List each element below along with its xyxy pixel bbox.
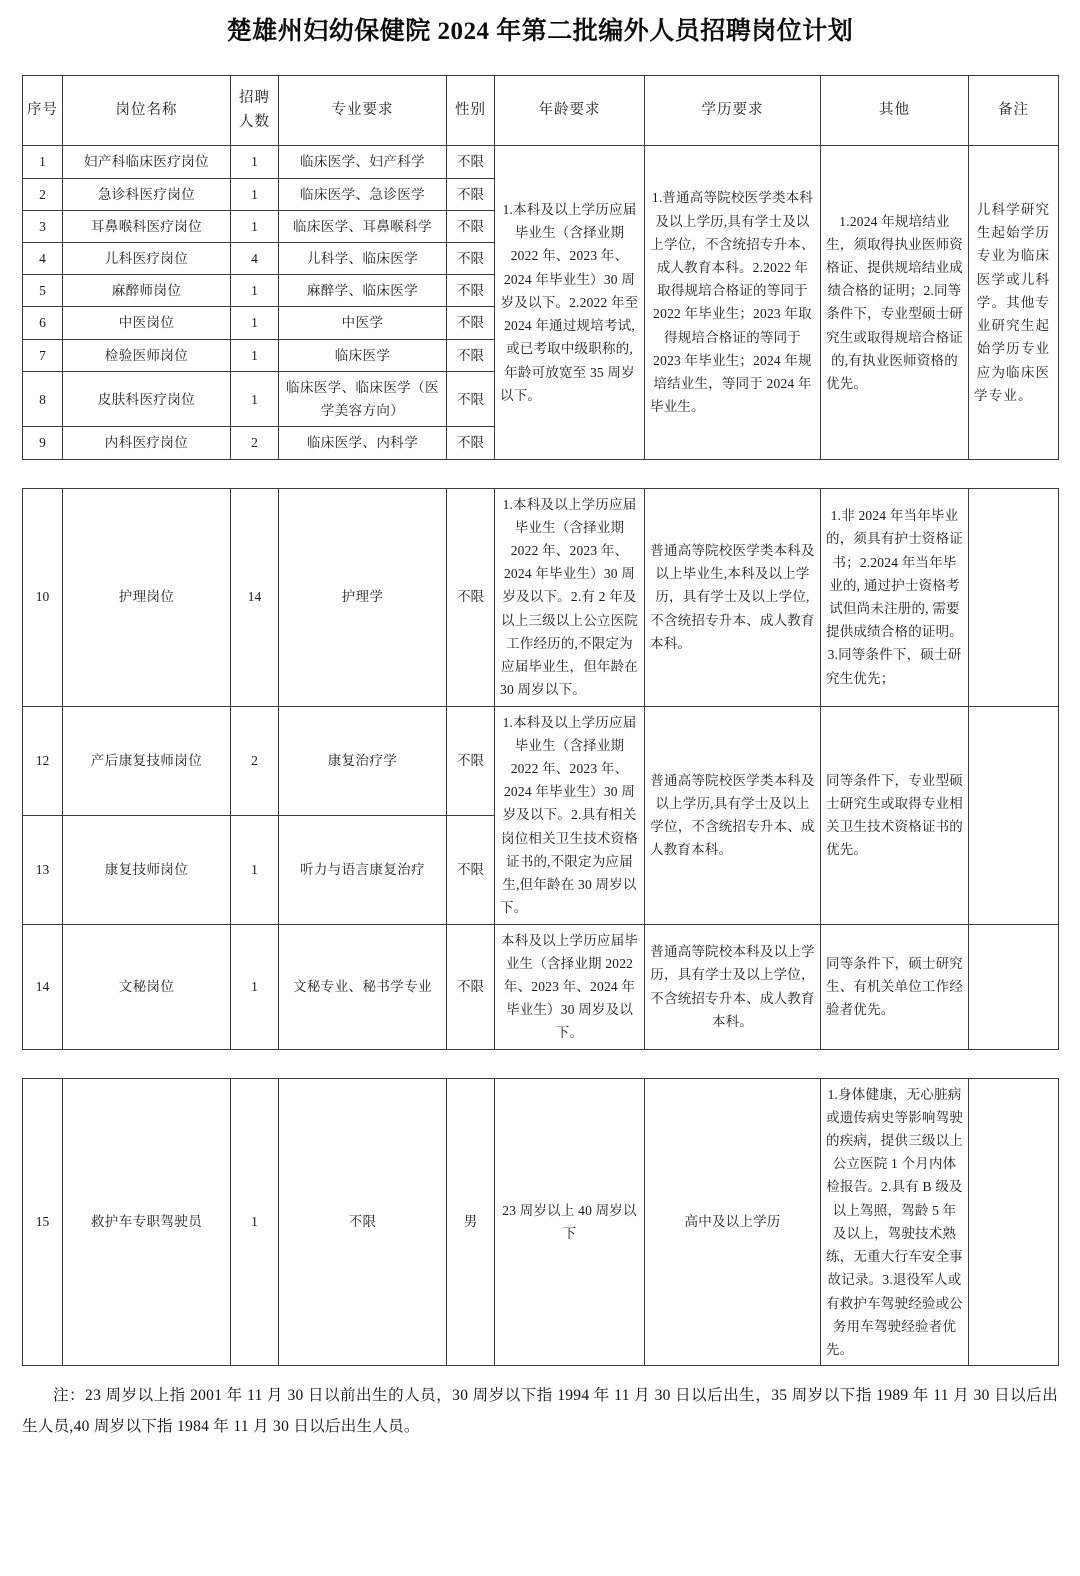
footnote: 注：23 周岁以上指 2001 年 11 月 30 日以前出生的人员，30 周岁以下指 1994 年 11 月 30 日以后出生，35 周岁以下指 1989 年 11 月 30 日以后出生人员,40 周岁以下指 1984 年 11 月 30 日以后出生人员。 [22, 1387, 1058, 1436]
cell-major: 儿科学、临床医学 [279, 243, 447, 275]
cell-major: 临床医学、临床医学（医学美容方向） [279, 371, 447, 426]
header-remark: 备注 [969, 75, 1059, 146]
cell-headcount: 1 [231, 307, 279, 339]
cell-gender: 不限 [447, 178, 495, 210]
cell-index: 13 [23, 815, 63, 924]
table-block-gap [22, 1050, 1058, 1078]
cell-age-merged: 1.本科及以上学历应届毕业生（含择业期 2022 年、2023 年、2024 年毕业生）30 周岁及以下。2.2022 年至 2024 年通过规培考试,或已考取中级职称的,年龄可放宽至 35 周岁以下。 [495, 146, 645, 459]
cell-major: 文秘专业、秘书学专业 [279, 924, 447, 1049]
cell-headcount: 1 [231, 210, 279, 242]
cell-headcount: 2 [231, 706, 279, 815]
header-major: 专业要求 [279, 75, 447, 146]
cell-age: 1.本科及以上学历应届毕业生（含择业期 2022 年、2023 年、2024 年毕业生）30 周岁及以下。2.有 2 年及以上三级以上公立医院工作经历的,不限定为应届毕业生，但年龄在 30 周岁以下。 [495, 488, 645, 706]
cell-major: 临床医学、内科学 [279, 427, 447, 459]
cell-post-name: 儿科医疗岗位 [63, 243, 231, 275]
cell-education: 普通高等院校本科及以上学历，具有学士及以上学位，不含统招专升本、成人教育本科。 [645, 924, 821, 1049]
cell-major: 护理学 [279, 488, 447, 706]
table-row [23, 706, 1059, 815]
cell-headcount: 14 [231, 488, 279, 706]
cell-age-merged: 1.本科及以上学历应届毕业生（含择业期 2022 年、2023 年、2024 年毕业生）30 周岁及以下。2.具有相关岗位相关卫生技术资格证书的,不限定为应届生,但年龄在 30 周岁以下。 [495, 706, 645, 924]
cell-gender: 不限 [447, 706, 495, 815]
cell-other-merged: 同等条件下，专业型硕士研究生或取得专业相关卫生技术资格证书的优先。 [821, 706, 969, 924]
cell-gender: 男 [447, 1078, 495, 1366]
cell-headcount: 1 [231, 339, 279, 371]
recruitment-table-block-1 [22, 75, 1059, 460]
header-age: 年龄要求 [495, 75, 645, 146]
cell-post-name: 急诊科医疗岗位 [63, 178, 231, 210]
cell-index: 8 [23, 371, 63, 426]
cell-gender: 不限 [447, 339, 495, 371]
cell-index: 6 [23, 307, 63, 339]
cell-gender: 不限 [447, 275, 495, 307]
cell-index: 3 [23, 210, 63, 242]
table-header-row [23, 75, 1059, 146]
cell-index: 9 [23, 427, 63, 459]
cell-other: 1.身体健康，无心脏病或遗传病史等影响驾驶的疾病，提供三级以上公立医院 1 个月内体检报告。2.具有 B 级及以上驾照，驾龄 5 年及以上，驾驶技术熟练，无重大行车安全事故记录。3.退役军人或有救护车驾驶经验或公务用车驾驶经验者优先。 [821, 1078, 969, 1366]
table-row [23, 146, 1059, 178]
cell-education: 普通高等院校医学类本科及以上毕业生,本科及以上学历，具有学士及以上学位,不含统招专升本、成人教育本科。 [645, 488, 821, 706]
cell-remark [969, 924, 1059, 1049]
table-row [23, 924, 1059, 1049]
recruitment-table-block-3 [22, 1078, 1059, 1367]
cell-headcount: 4 [231, 243, 279, 275]
cell-age: 23 周岁以上 40 周岁以下 [495, 1078, 645, 1366]
cell-remark [969, 1078, 1059, 1366]
header-index: 序号 [23, 75, 63, 146]
cell-post-name: 康复技师岗位 [63, 815, 231, 924]
cell-age: 本科及以上学历应届毕业生（含择业期 2022 年、2023 年、2024 年毕业生）30 周岁及以下。 [495, 924, 645, 1049]
cell-index: 4 [23, 243, 63, 275]
cell-index: 7 [23, 339, 63, 371]
cell-education-merged: 1.普通高等院校医学类本科及以上学历,具有学士及以上学位，不含统招专升本、成人教育本科。2.2022 年取得规培合格证的等同于 2022 年毕业生；2023 年取得规培合格证的等同于 2023 年毕业生；2024 年规培结业生，等同于 2024 年毕业生。 [645, 146, 821, 459]
cell-headcount: 1 [231, 815, 279, 924]
cell-major: 临床医学 [279, 339, 447, 371]
cell-education-merged: 普通高等院校医学类本科及以上学历,具有学士及以上学位，不含统招专升本、成人教育本科。 [645, 706, 821, 924]
cell-index: 5 [23, 275, 63, 307]
table-block-gap [22, 460, 1058, 488]
cell-major: 临床医学、急诊医学 [279, 178, 447, 210]
cell-major: 不限 [279, 1078, 447, 1366]
cell-headcount: 1 [231, 275, 279, 307]
cell-remark-merged [969, 706, 1059, 924]
cell-other: 同等条件下，硕士研究生、有机关单位工作经验者优先。 [821, 924, 969, 1049]
cell-headcount: 1 [231, 924, 279, 1049]
header-education: 学历要求 [645, 75, 821, 146]
cell-headcount: 1 [231, 1078, 279, 1366]
cell-index: 14 [23, 924, 63, 1049]
cell-gender: 不限 [447, 371, 495, 426]
cell-gender: 不限 [447, 243, 495, 275]
cell-gender: 不限 [447, 427, 495, 459]
cell-post-name: 救护车专职驾驶员 [63, 1078, 231, 1366]
cell-other: 1.非 2024 年当年毕业的，须具有护士资格证书；2.2024 年当年毕业的, 通过护士资格考试但尚未注册的, 需要提供成绩合格的证明。3.同等条件下，硕士研究生优先； [821, 488, 969, 706]
cell-major: 听力与语言康复治疗 [279, 815, 447, 924]
cell-other-merged: 1.2024 年规培结业生，须取得执业医师资格证、提供规培结业成绩合格的证明；2.同等条件下，专业型硕士研究生或取得规培合格证的,有执业医师资格的优先。 [821, 146, 969, 459]
cell-headcount: 1 [231, 146, 279, 178]
header-other: 其他 [821, 75, 969, 146]
cell-gender: 不限 [447, 488, 495, 706]
cell-gender: 不限 [447, 307, 495, 339]
cell-post-name: 护理岗位 [63, 488, 231, 706]
cell-major: 临床医学、妇产科学 [279, 146, 447, 178]
cell-major: 康复治疗学 [279, 706, 447, 815]
cell-gender: 不限 [447, 924, 495, 1049]
cell-post-name: 产后康复技师岗位 [63, 706, 231, 815]
header-post-name: 岗位名称 [63, 75, 231, 146]
cell-index: 10 [23, 488, 63, 706]
cell-education: 高中及以上学历 [645, 1078, 821, 1366]
header-gender: 性别 [447, 75, 495, 146]
cell-post-name: 文秘岗位 [63, 924, 231, 1049]
cell-major: 中医学 [279, 307, 447, 339]
cell-post-name: 检验医师岗位 [63, 339, 231, 371]
cell-index: 12 [23, 706, 63, 815]
cell-gender: 不限 [447, 146, 495, 178]
cell-major: 临床医学、耳鼻喉科学 [279, 210, 447, 242]
table-row [23, 1078, 1059, 1366]
cell-major: 麻醉学、临床医学 [279, 275, 447, 307]
cell-gender: 不限 [447, 210, 495, 242]
cell-headcount: 2 [231, 427, 279, 459]
cell-post-name: 妇产科临床医疗岗位 [63, 146, 231, 178]
cell-headcount: 1 [231, 371, 279, 426]
header-headcount-line2: 人数 [239, 114, 270, 131]
cell-remark [969, 488, 1059, 706]
cell-index: 2 [23, 178, 63, 210]
cell-headcount: 1 [231, 178, 279, 210]
cell-remark-merged: 儿科学研究生起始学历专业为临床医学或儿科学。其他专业研究生起始学历专业应为临床医学专业。 [969, 146, 1059, 459]
header-headcount [231, 75, 279, 146]
cell-index: 15 [23, 1078, 63, 1366]
cell-post-name: 麻醉师岗位 [63, 275, 231, 307]
cell-index: 1 [23, 146, 63, 178]
cell-post-name: 内科医疗岗位 [63, 427, 231, 459]
cell-post-name: 皮肤科医疗岗位 [63, 371, 231, 426]
page-title: 楚雄州妇幼保健院 2024 年第二批编外人员招聘岗位计划 [226, 18, 854, 45]
header-headcount-line1: 招聘 [239, 89, 270, 106]
cell-gender: 不限 [447, 815, 495, 924]
recruitment-table-block-2 [22, 488, 1059, 1050]
cell-post-name: 中医岗位 [63, 307, 231, 339]
cell-post-name: 耳鼻喉科医疗岗位 [63, 210, 231, 242]
table-row [23, 488, 1059, 706]
